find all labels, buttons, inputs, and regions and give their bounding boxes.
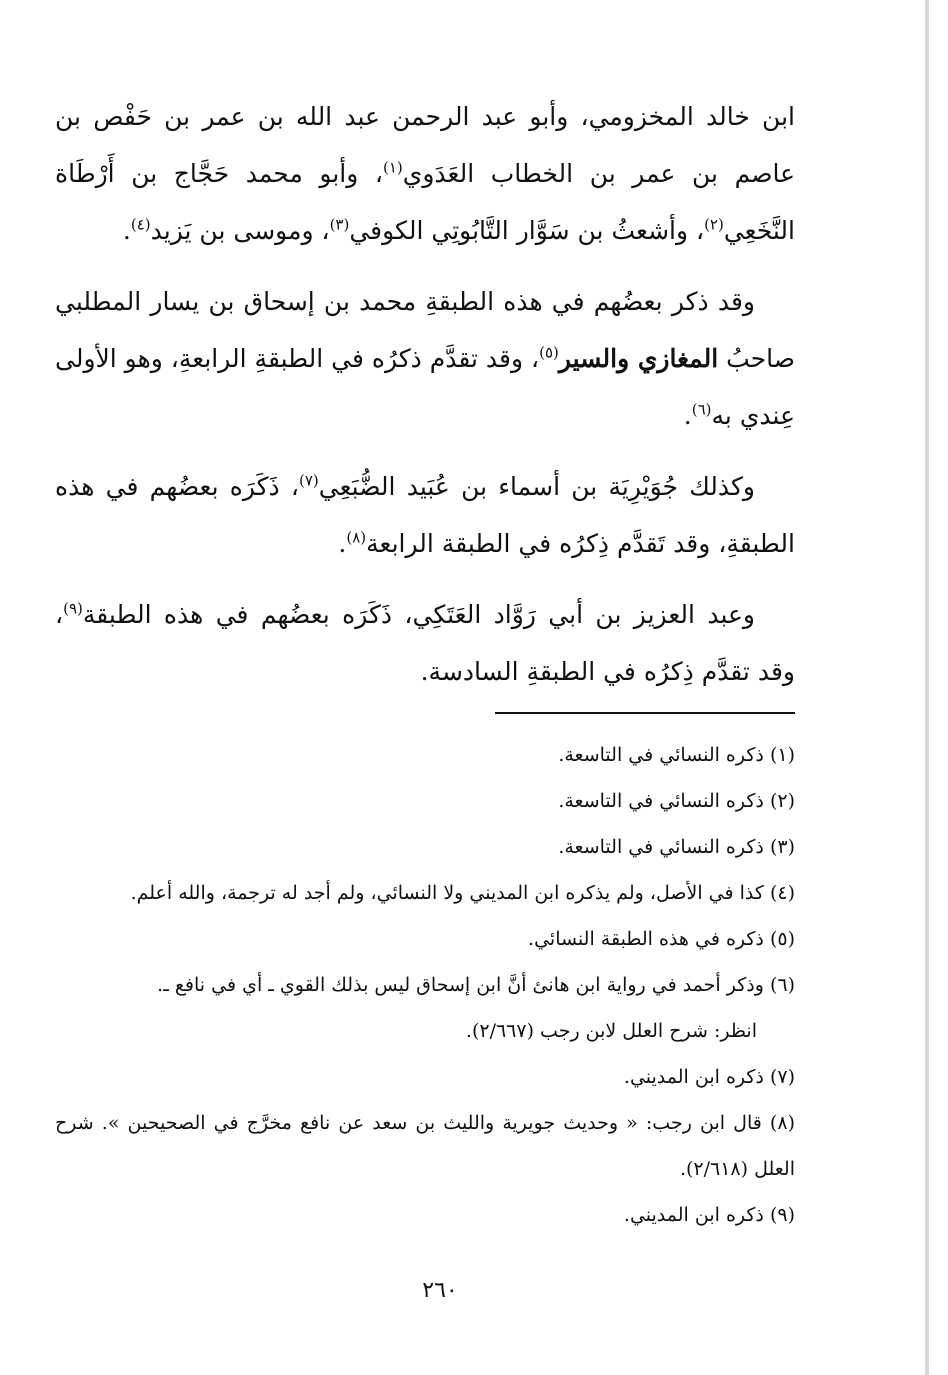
- footnote-number: (٥): [769, 928, 795, 950]
- text-segment: ، وأبو محمد حَجَّاج بن أَرْطَاة النَّخَعِي: [55, 159, 795, 245]
- page-number: ٢٦٠: [422, 1278, 458, 1303]
- footnote-marker[interactable]: (٨): [346, 528, 367, 547]
- footnote-marker[interactable]: (١): [382, 158, 403, 177]
- text-segment: ، وأشعثُ بن سَوَّار التَّابُوتِي الكوفي: [349, 216, 705, 245]
- footnote-text: كذا في الأصل، ولم يذكره ابن المديني ولا النسائي، ولم أجد له ترجمة، والله أعلم.: [130, 882, 764, 904]
- text-segment: .: [683, 401, 692, 430]
- footnote: [55, 870, 795, 916]
- text-segment: وقد ذكر بعضُهم في هذه الطبقةِ محمد بن إسحاق بن يسار المطلبي صاحبُ: [55, 287, 795, 373]
- footnote-text: ذكره ابن المديني.: [623, 1066, 764, 1088]
- text-segment: وكذلك جُوَيْرِيَة بن أسماء بن عُبَيد الضُّبَعِي: [318, 472, 755, 501]
- paragraph: [55, 586, 795, 700]
- text-segment: ، وموسى بن يَزيد: [150, 216, 330, 245]
- footnote: [55, 732, 795, 778]
- footnote-marker[interactable]: (٢): [704, 215, 724, 234]
- footnote: [55, 1100, 795, 1192]
- footnote-number: (١): [769, 744, 795, 766]
- footnote-text: ذكره النسائي في التاسعة.: [558, 744, 764, 766]
- footnote-marker[interactable]: (٩): [63, 599, 83, 618]
- footnote: [55, 1192, 795, 1238]
- footnote-marker[interactable]: (٤): [130, 215, 151, 234]
- scan-edge: [925, 0, 929, 1375]
- bold-text: المغازي والسير: [558, 344, 719, 373]
- text-segment: ، وقد تقدَّم ذِكرُه في الطبقةِ السادسة.: [55, 600, 795, 686]
- footnote-number: (٦): [769, 974, 795, 996]
- footnote-text: ذكره في هذه الطبقة النسائي.: [528, 928, 764, 950]
- footnote-text: قال ابن رجب: « وحديث جويرية والليث بن سعد عن نافع مخرَّج في الصحيحين ». شرح العلل (٢/٦١٨).: [55, 1112, 795, 1180]
- footnote-marker[interactable]: (٦): [691, 400, 712, 419]
- footnotes: [55, 732, 795, 1238]
- footnote-number: (٨): [769, 1112, 795, 1134]
- footnote-marker[interactable]: (٥): [539, 343, 559, 362]
- footnote-number: (٣): [769, 836, 795, 858]
- footnote: [55, 962, 795, 1054]
- main-text: [55, 88, 795, 714]
- footnote-number: (٩): [769, 1204, 795, 1226]
- paragraph: [55, 273, 795, 444]
- footnote-separator: [495, 712, 795, 714]
- text-segment: .: [122, 216, 131, 245]
- footnote-number: (٧): [769, 1066, 795, 1088]
- text-segment: وعبد العزيز بن أبي رَوَّاد العَتَكِي، ذَكَرَه بعضُهم في هذه الطبقة: [82, 600, 755, 629]
- footnote-continuation: انظر: شرح العلل لابن رجب (٢/٦٦٧).: [465, 1020, 757, 1042]
- paragraph: [55, 88, 795, 259]
- footnote-marker[interactable]: (٧): [299, 471, 319, 490]
- paragraph: [55, 458, 795, 572]
- text-segment: ابن خالد المخزومي، وأبو عبد الرحمن عبد الله بن عمر بن حَفْص بن عاصم بن عمر بن الخطاب العَدَوي: [55, 102, 795, 188]
- text-segment: ، ذَكَرَه بعضُهم في هذه الطبقةِ، وقد تَقدَّم ذِكرُه في الطبقة الرابعة: [55, 472, 795, 558]
- footnote-text: وذكر أحمد في رواية ابن هانئ أنَّ ابن إسحاق ليس بذلك القوي ـ أي في نافع ـ.: [157, 974, 764, 996]
- footnote-text: ذكره النسائي في التاسعة.: [558, 836, 764, 858]
- footnote: [55, 1054, 795, 1100]
- text-segment: .: [338, 529, 347, 558]
- footnote-marker[interactable]: (٣): [329, 215, 350, 234]
- footnote-number: (٤): [769, 882, 795, 904]
- footnote: [55, 916, 795, 962]
- footnote-text: ذكره ابن المديني.: [623, 1204, 764, 1226]
- footnote-number: (٢): [769, 790, 795, 812]
- text-segment: ، وقد تقدَّم ذكرُه في الطبقةِ الرابعةِ، وهو الأولى عِندي به: [55, 344, 795, 430]
- footnote: [55, 824, 795, 870]
- footnote: [55, 778, 795, 824]
- footnote-text: ذكره النسائي في التاسعة.: [558, 790, 764, 812]
